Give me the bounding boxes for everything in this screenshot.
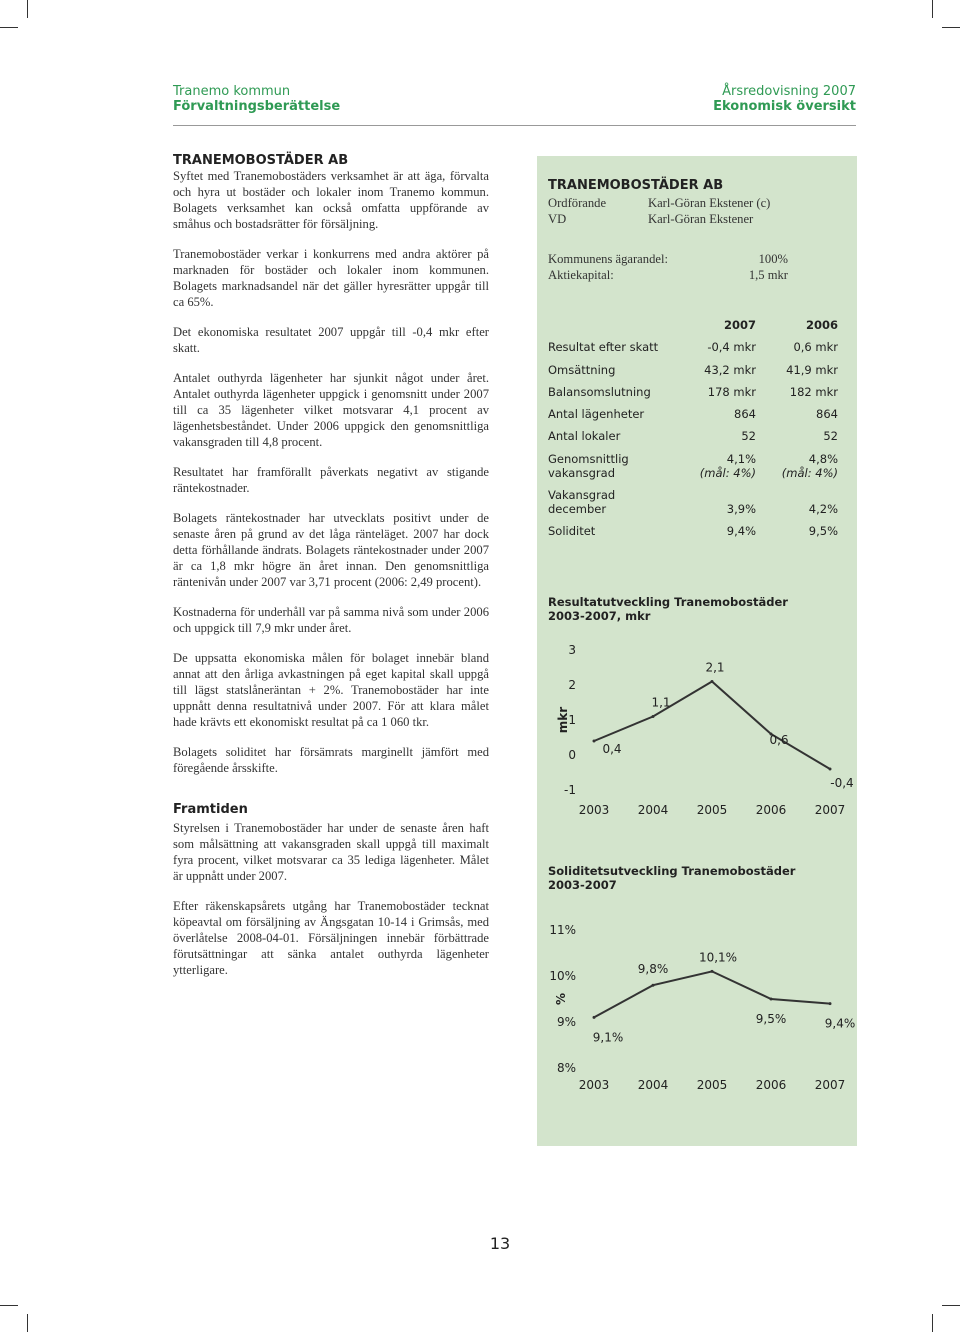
data-point	[593, 740, 596, 743]
row-value: 4,2%	[808, 502, 838, 516]
paragraph: Kostnaderna för underhåll var på samma nivå som under 2006 och uppgick till 7,9 mkr under året.	[173, 605, 489, 635]
paragraph: Bolagets soliditet har försämrats marginellt jämfört med föregående årsskifte.	[173, 745, 489, 775]
data-label: 9,8%	[637, 962, 669, 977]
row-value: 178 mkr	[707, 385, 756, 399]
crop-mark	[942, 27, 960, 28]
y-tick-label: 1	[568, 713, 576, 727]
crop-mark	[27, 0, 28, 18]
row-label: Omsättning	[548, 363, 616, 377]
data-label: 1,1	[651, 695, 671, 710]
x-tick-label: 2006	[755, 1078, 787, 1092]
row-value: 4,8%	[808, 452, 838, 466]
x-tick-label: 2004	[637, 803, 669, 817]
data-label: 2,1	[705, 660, 725, 675]
ownership-label: Kommunens ägarandel:	[548, 252, 668, 266]
row-label: Soliditet	[548, 524, 596, 538]
y-tick-label: 8%	[556, 1061, 576, 1075]
page-header-right	[713, 84, 856, 114]
page-number: 13	[489, 1234, 511, 1253]
data-point	[652, 984, 655, 987]
header-report: Årsredovisning 2007	[722, 84, 856, 99]
y-tick-label: 3	[568, 643, 576, 657]
series-line	[594, 682, 830, 770]
capital-value: 1,5 mkr	[748, 268, 788, 282]
paragraph: Resultatet har framförallt påverkats negativt av stigande räntekostnader.	[173, 465, 489, 495]
ceo-name: Karl-Göran Ekstener	[648, 212, 754, 226]
body-text-column	[173, 153, 489, 992]
row-label: december	[548, 502, 607, 516]
row-value: 43,2 mkr	[704, 363, 756, 377]
page-header-left	[173, 84, 340, 114]
data-label: -0,4	[830, 776, 854, 790]
data-label: 9,4%	[824, 1016, 856, 1031]
paragraph: Efter räkenskapsårets utgång har Tranemobostäder tecknat köpeavtal om försäljning av Ängsgatan 10-14 i Grimsås, med överlåtelse 2008-04-01. Försäljningen innebär förbättrade förutsättningar att sänka antalet outhyrda lägenheter ytterligare.	[173, 899, 489, 977]
row-label: Antal lägenheter	[548, 407, 645, 421]
row-label: Balansomslutning	[548, 385, 651, 399]
row-label: Resultat efter skatt	[548, 340, 659, 354]
header-org: Tranemo kommun	[173, 84, 291, 99]
crop-mark	[932, 1314, 933, 1332]
row-value: 52	[741, 429, 756, 443]
data-label: 9,1%	[592, 1030, 624, 1045]
crop-mark	[932, 0, 933, 18]
y-tick-label: 0	[568, 748, 576, 762]
data-point	[829, 768, 832, 771]
x-tick-label: 2006	[755, 803, 787, 817]
x-tick-label: 2007	[814, 1078, 846, 1092]
table-row	[548, 452, 838, 480]
col-2007: 2007	[723, 318, 756, 332]
y-axis-label: %	[554, 992, 568, 1006]
row-value: 52	[823, 429, 838, 443]
y-tick-label: -1	[564, 783, 576, 797]
row-label: vakansgrad	[548, 466, 616, 480]
row-value: 182 mkr	[789, 385, 838, 399]
data-label: 0,4	[602, 742, 622, 756]
data-label: 0,6	[769, 733, 789, 747]
ownership-value: 100%	[758, 252, 788, 266]
row-value: 3,9%	[726, 502, 756, 516]
fact-box-title: TRANEMOBOSTÄDER AB	[548, 178, 724, 193]
crop-mark	[27, 1314, 28, 1332]
row-value: 9,5%	[808, 524, 838, 538]
row-label: Antal lokaler	[548, 429, 621, 443]
row-value: -0,4 mkr	[707, 340, 756, 354]
solidity-chart	[537, 910, 857, 1100]
header-section: Förvaltningsberättelse	[173, 99, 341, 114]
row-value: 9,4%	[726, 524, 756, 538]
data-point	[593, 1016, 596, 1019]
x-tick-label: 2005	[696, 1078, 728, 1092]
y-tick-label: 9%	[556, 1015, 576, 1029]
data-label: 10,1%	[698, 950, 738, 965]
header-subsection: Ekonomisk översikt	[713, 99, 856, 114]
data-point	[711, 680, 714, 683]
y-tick-label: 11%	[549, 923, 576, 937]
data-point	[652, 715, 655, 718]
chart-title: Resultatutveckling Tranemobostäder 2003-2007, mkr	[548, 595, 788, 623]
y-axis-label: mkr	[556, 706, 570, 734]
x-tick-label: 2003	[578, 803, 610, 817]
paragraph: De uppsatta ekonomiska målen för bolaget innebär bland annat att den årliga avkastningen på eget kapital skall uppgå till lägst statslåneräntan + 2%. Tranemobostäder har inte uppnått denna resultatnivå under 2007. För att klara målet hade krävts ett ekonomiskt resultat på ca 1 060 tkr.	[173, 651, 489, 729]
row-value: 41,9 mkr	[786, 363, 838, 377]
paragraph: Syftet med Tranemobostäders verksamhet är att äga, förvalta och hyra ut bostäder och lokaler inom Tranemo kommun. Bolagets verksamhet kan också omfatta uppförande av småhus och bostadsrätter för försäljning.	[173, 169, 489, 231]
capital-label: Aktiekapital:	[548, 268, 614, 282]
x-tick-label: 2004	[637, 1078, 669, 1092]
data-point	[711, 970, 714, 973]
row-note: (mål: 4%)	[781, 466, 838, 480]
header-divider	[173, 125, 856, 126]
row-value: 864	[734, 407, 756, 421]
paragraph: Bolagets räntekostnader har utvecklats positivt under de senaste åren på grund av det låga ränteläget. 2007 har dock detta förhållande ändrats. Bolagets räntekostnader under 2007 är ca 1,8 mkr högre än året innan. Den genomsnittliga räntenivån under 2007 var 3,71 procent (2006: 2,49 procent).	[173, 511, 489, 589]
x-tick-label: 2005	[696, 803, 728, 817]
data-point	[770, 998, 773, 1001]
paragraph: Det ekonomiska resultatet 2007 uppgår till -0,4 mkr efter skatt.	[173, 325, 489, 355]
x-tick-label: 2003	[578, 1078, 610, 1092]
paragraph: Styrelsen i Tranemobostäder har under de senaste åren haft som målsättning att vakansgraden skall uppgå till maximalt fyra procent, vilket motsvarar ca 35 lediga lägenheter. Målet är uppnått under 2007.	[173, 821, 489, 883]
result-chart	[537, 630, 857, 830]
crop-mark	[942, 1305, 960, 1306]
data-label: 9,5%	[755, 1012, 787, 1026]
row-label: Genomsnittlig	[548, 452, 629, 466]
section-title: TRANEMOBOSTÄDER AB	[173, 153, 349, 168]
y-tick-label: 10%	[549, 969, 576, 983]
paragraph: Tranemobostäder verkar i konkurrens med andra aktörer på marknaden för bostäder och lokaler inom kommunen. Bolagets marknadsandel när det gäller hyresrätter uppgår till ca 65%.	[173, 247, 489, 309]
crop-mark	[0, 1305, 18, 1306]
future-heading: Framtiden	[173, 802, 248, 817]
table-row	[548, 488, 838, 516]
chair-label: Ordförande	[548, 196, 607, 210]
ceo-label: VD	[548, 212, 567, 226]
chair-name: Karl-Göran Ekstener (c)	[648, 196, 771, 210]
paragraph: Antalet outhyrda lägenheter har sjunkit något under året. Antalet outhyrda lägenheter uppgick i genomsnitt under 2007 till ca 35 lägenheter vilket motsvarar 4,1 procent av lägenhetsbeståndet. Under 2006 uppgick den genomsnittliga vakansgraden till 4,8 procent.	[173, 371, 489, 449]
data-point	[829, 1002, 832, 1005]
chart-title: Soliditetsutveckling Tranemobostäder 2003-2007	[548, 864, 796, 892]
y-tick-label: 2	[568, 678, 576, 692]
row-value: 0,6 mkr	[793, 340, 838, 354]
row-value: 864	[816, 407, 838, 421]
row-note: (mål: 4%)	[699, 466, 756, 480]
x-tick-label: 2007	[814, 803, 846, 817]
crop-mark	[0, 27, 18, 28]
row-label: Vakansgrad	[548, 488, 616, 502]
col-2006: 2006	[805, 318, 838, 332]
series-line	[594, 971, 830, 1017]
row-value: 4,1%	[726, 452, 756, 466]
